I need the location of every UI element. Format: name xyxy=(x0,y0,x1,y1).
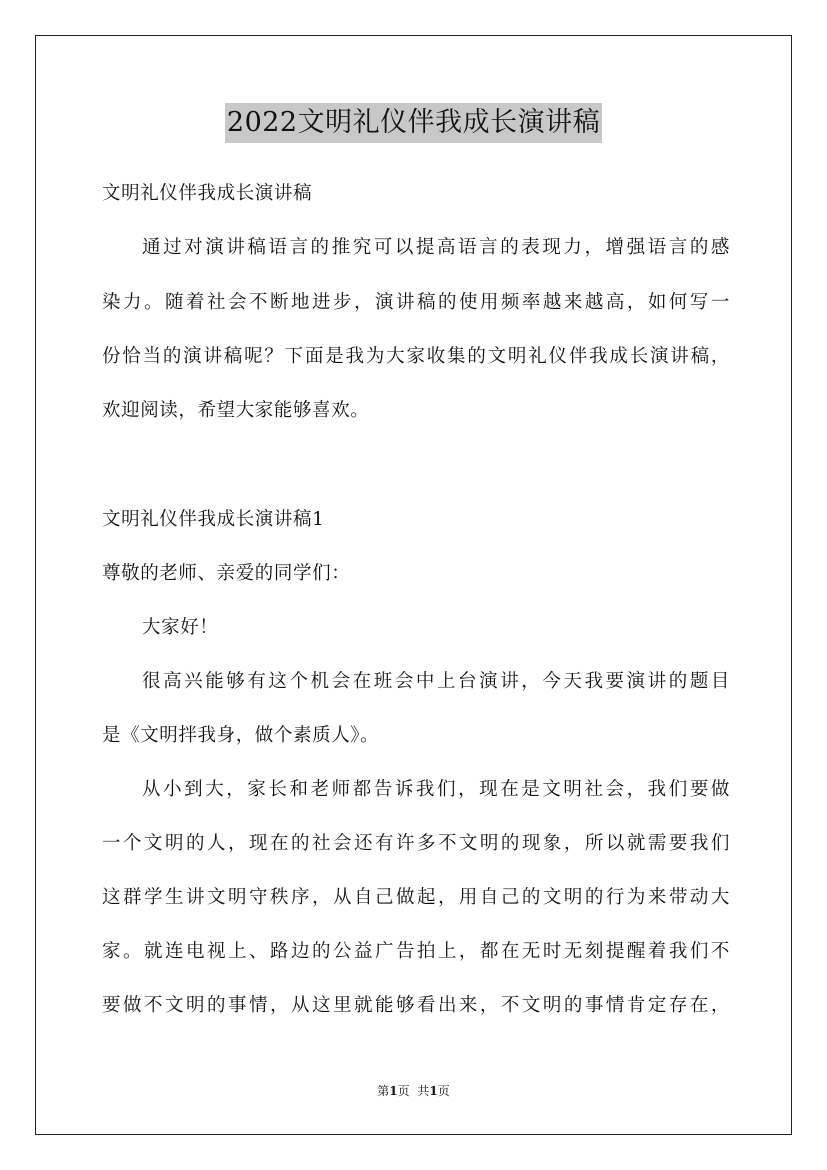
intro-line: 份恰当的演讲稿呢？下面是我为大家收集的文明礼仪伴我成长演讲稿， xyxy=(102,346,730,367)
paragraph-line: 是《文明拌我身，做个素质人》。 xyxy=(102,725,380,746)
footer-page-number: 1 xyxy=(389,1084,398,1098)
intro-line: 染力。随着社会不断地进步，演讲稿的使用频率越来越高，如何写一 xyxy=(102,292,730,313)
greeting: 大家好！ xyxy=(142,617,219,638)
salutation: 尊敬的老师、亲爱的同学们： xyxy=(102,563,351,584)
footer-total-prefix: 共 xyxy=(417,1084,430,1098)
paragraph-line: 要做不文明的事情，从这里就能够看出来，不文明的事情肯定存在， xyxy=(102,995,730,1016)
intro-line: 欢迎阅读，希望大家能够喜欢。 xyxy=(102,400,370,421)
section-heading: 文明礼仪伴我成长演讲稿1 xyxy=(102,509,325,530)
title-container xyxy=(0,103,827,143)
document-subtitle: 文明礼仪伴我成长演讲稿 xyxy=(102,183,313,204)
document-title: 2022文明礼仪伴我成长演讲稿 xyxy=(225,103,602,143)
intro-line: 通过对演讲稿语言的推究可以提高语言的表现力，增强语言的感 xyxy=(142,237,730,258)
page-footer xyxy=(0,1082,827,1100)
paragraph-line: 家。就连电视上、路边的公益广告拍上，都在无时无刻提醒着我们不 xyxy=(102,941,730,962)
paragraph-line: 这群学生讲文明守秩序，从自己做起，用自己的文明的行为来带动大 xyxy=(102,887,730,908)
footer-prefix: 第 xyxy=(377,1084,390,1098)
paragraph-line: 很高兴能够有这个机会在班会中上台演讲，今天我要演讲的题目 xyxy=(142,671,730,692)
footer-total-number: 1 xyxy=(429,1084,438,1098)
footer-suffix: 页 xyxy=(437,1084,450,1098)
footer-mid: 页 xyxy=(397,1084,410,1098)
paragraph-line: 从小到大，家长和老师都告诉我们，现在是文明社会，我们要做 xyxy=(142,779,730,800)
paragraph-line: 一个文明的人，现在的社会还有许多不文明的现象，所以就需要我们 xyxy=(102,833,730,854)
